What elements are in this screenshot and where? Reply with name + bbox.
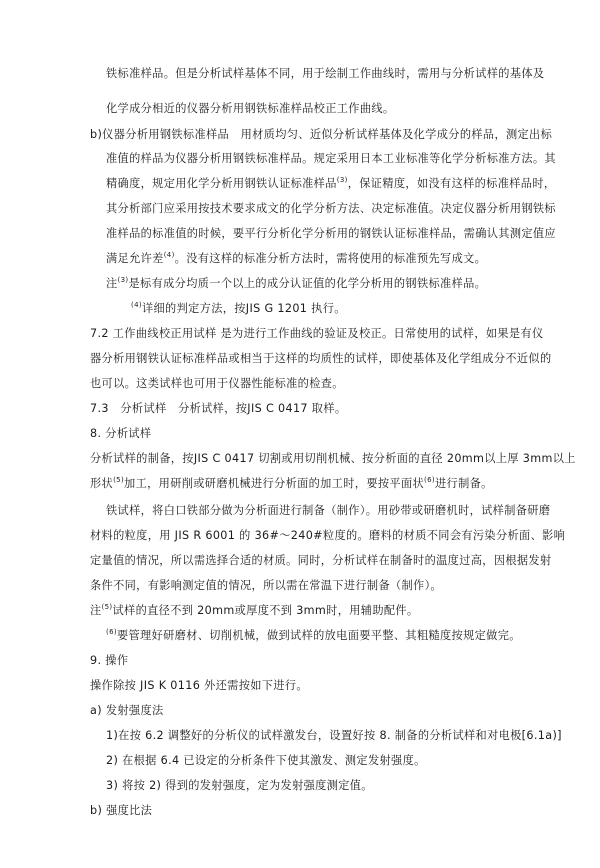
footnote-ref: (6) — [424, 476, 435, 484]
text-line: 材料的粒度，用 JIS R 6001 的 36#～240#粒度的。磨料的材质不同会有污染分析面、影响 — [90, 529, 566, 542]
section-heading: 7.3 分析试样 分析试样，按JIS C 0417 取样。 — [90, 402, 347, 415]
footnote-ref: (6) — [106, 628, 117, 636]
section-heading: 8. 分析试样 — [90, 427, 152, 440]
note-text: 是标有成分均质一个以上的成分认证值的化学分析用的钢铁标准样品。 — [128, 277, 487, 290]
note-text: 试样的直径不到 20mm或厚度不到 3mm时，用辅助配件。 — [112, 604, 419, 617]
text-line: 7.2 工作曲线校正用试样 是为进行工作曲线的验证及校正。日常使用的试样，如果是有仪 — [90, 327, 544, 340]
note-prefix: 注 — [106, 277, 118, 290]
footnote-ref: (5) — [101, 603, 113, 611]
text-line: 定量值的情况，所以需选择合适的材质。同时，分析试样在制备时的温度过高，因根据发射 — [90, 554, 552, 567]
footnote-ref: (4) — [163, 251, 175, 259]
note-text: 详细的判定方法，按JIS G 1201 执行。 — [141, 302, 346, 315]
subsection-heading: b) 强度比法 — [90, 804, 153, 817]
text-line: 分析试样的制备，按JIS C 0417 切割或用切削机械、按分析面的直径 20mm以上厚 3mm以上 — [90, 452, 576, 465]
text-line: 铁标准样品。但是分析试样基体不同，用于绘制工作曲线时，需用与分析试样的基体及 — [106, 67, 545, 80]
text-line: 条件不同，有影响测定值的情况，所以需在常温下进行制备（制作）。 — [90, 579, 443, 592]
text-line: 也可以。这类试样也可用于仪器性能标准的检查。 — [90, 377, 344, 390]
text-line: 铁试样，将白口铁部分做为分析面进行制备（制作）。用砂带或研磨机时，试样制备研磨 — [106, 504, 551, 517]
note-prefix: 注 — [90, 604, 102, 617]
text-segment: 精确度，规定用化学分析用钢铁认证标准样品 — [106, 177, 337, 190]
text-line: 准样品的标准值的时候，要平行分析化学分析用的钢铁认证标准样品，需确认其测定值应 — [106, 227, 556, 240]
text-line: 器分析用钢铁认证标准样品或相当于这样的均质性的试样，即使基体及化学组成分不近似的 — [90, 352, 552, 365]
text-line — [106, 251, 486, 267]
text-line: 3) 将按 2) 得到的发射强度，定为发射强度测定值。 — [106, 779, 373, 792]
text-segment: 形状 — [90, 477, 114, 490]
text-segment: ，保证精度，如没有这样的标准样品时， — [347, 177, 556, 190]
note-line — [131, 301, 346, 317]
text-segment: 加工，用研削或研磨机械进行分析面的加工时，要按平面状 — [124, 477, 425, 490]
text-line: 准值的样品为仪器分析用钢铁标准样品。规定采用日本工业标准等化学分析标准方法。其 — [106, 152, 556, 165]
note-line — [106, 276, 486, 292]
text-line: 2) 在根据 6.4 已设定的分析条件下使其激发、测定发射强度。 — [106, 754, 426, 767]
note-text: 要管理好研磨材、切削机械，做到试样的放电面要平整、其粗糙度按规定做完。 — [116, 629, 521, 642]
text-line: b)仪器分析用钢铁标准样品 用材质均匀、近似分析试样基体及化学成分的样品，测定出标 — [90, 128, 553, 141]
text-line: 其分析部门应采用按技术要求成文的化学分析方法、决定标准值。决定仪器分析用钢铁标 — [106, 202, 556, 215]
note-line — [106, 628, 521, 644]
text-line: 1)在按 6.2 调整好的分析仪的试样激发台，设置好按 8. 制备的分析试样和对电极[6.1a)] — [106, 729, 562, 742]
footnote-ref: (4) — [131, 301, 142, 309]
subsection-heading: a) 发射强度法 — [90, 704, 164, 717]
section-heading: 9. 操作 — [90, 654, 129, 667]
text-segment: 进行制备。 — [435, 477, 493, 490]
text-segment: 满足允许差 — [106, 252, 164, 265]
text-line — [106, 176, 555, 192]
footnote-ref: (3) — [117, 276, 129, 284]
note-line — [90, 603, 418, 619]
text-segment: 。没有这样的标准分析方法时，需将使用的标准预先写成文。 — [174, 252, 487, 265]
text-line: 操作除按 JIS K 0116 外还需按如下进行。 — [90, 679, 308, 692]
text-line: 化学成分相近的仪器分析用钢铁标准样品校正工作曲线。 — [106, 102, 395, 115]
text-line — [90, 476, 493, 492]
footnote-ref: (5) — [113, 476, 125, 484]
footnote-ref: (3) — [336, 176, 348, 184]
